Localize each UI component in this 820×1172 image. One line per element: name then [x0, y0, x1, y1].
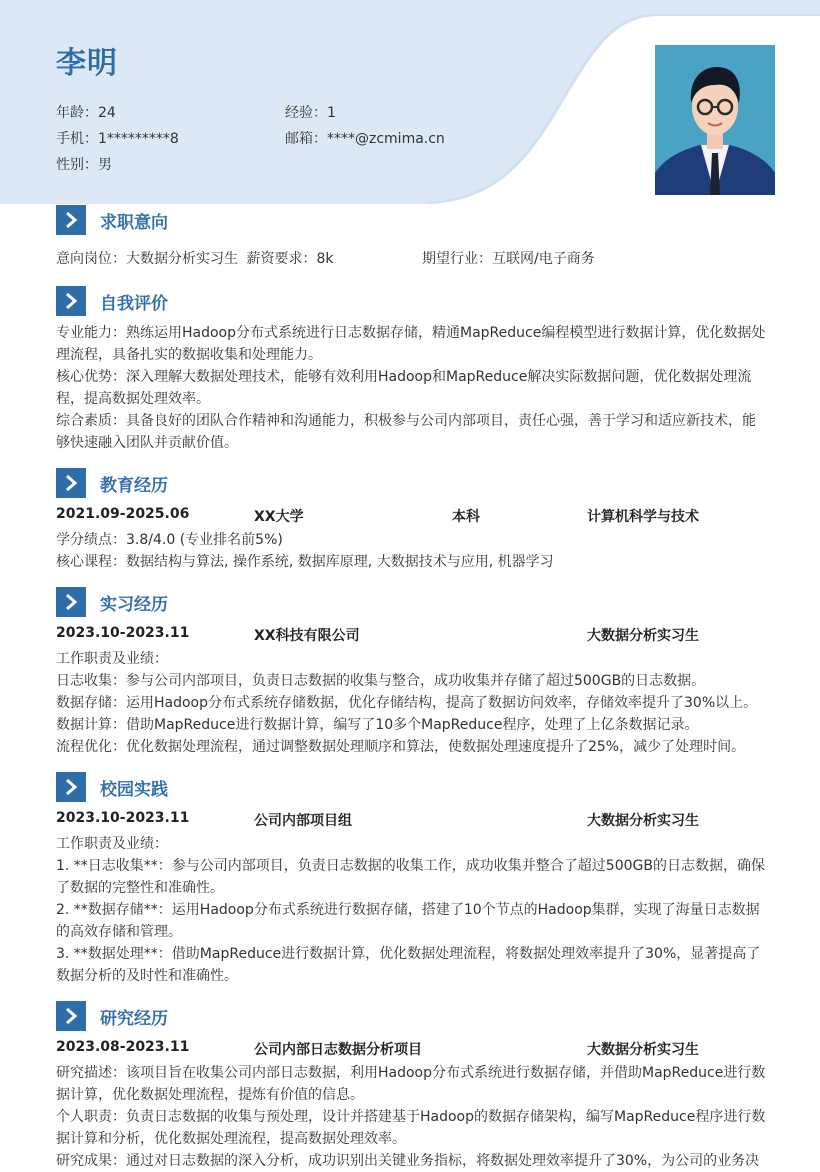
intent-industry: 期望行业：互联网/电子商务: [422, 251, 595, 267]
self-eval-paragraph: 核心优势：深入理解大数据处理技术，能够有效利用Hadoop和MapReduce解决实际数据问题，优化数据处理流程，提高数据处理效率。: [56, 369, 752, 407]
profile-photo: [655, 45, 775, 195]
chevron-right-icon: [56, 468, 86, 498]
chevron-right-icon: [56, 286, 86, 316]
section-title: 自我评价: [100, 293, 168, 314]
internship-header-row: [56, 625, 768, 647]
intern-company: XX科技有限公司: [254, 628, 360, 644]
section-title: 教育经历: [100, 475, 168, 496]
gender-field: 性别：男: [56, 157, 112, 173]
intern-detail: 日志收集：参与公司内部项目，负责日志数据的收集与整合，成功收集并存储了超过500GB的日志数据。: [56, 673, 706, 689]
edu-school: XX大学: [254, 509, 304, 525]
section-title: 实习经历: [100, 594, 168, 615]
section-title: 求职意向: [100, 212, 168, 233]
section-title: 研究经历: [100, 1008, 168, 1029]
self-eval-paragraph: 综合素质：具备良好的团队合作精神和沟通能力，积极参与公司内部项目，责任心强，善于学习和适应新技术，能够快速融入团队并贡献价值。: [56, 413, 756, 451]
email-field: 邮箱：****@zcmima.cn: [285, 131, 445, 147]
campus-detail: 2. **数据存储**：运用Hadoop分布式系统进行数据存储，搭建了10个节点的Hadoop集群，实现了海量日志数据的高效存储和管理。: [56, 902, 760, 940]
research-role: 大数据分析实习生: [587, 1042, 699, 1058]
research-detail: 研究成果：通过对日志数据的深入分析，成功识别出关键业务指标，将数据处理效率提升了30%，为公司的业务决: [56, 1153, 760, 1169]
campus-role: 大数据分析实习生: [587, 813, 699, 829]
section-campus-practice: [56, 772, 168, 802]
campus-detail: 工作职责及业绩：: [56, 836, 168, 852]
campus-header-row: [56, 810, 768, 832]
intern-detail: 流程优化：优化数据处理流程，通过调整数据处理顺序和算法，使数据处理速度提升了25%，减少了处理时间。: [56, 739, 746, 755]
experience-field: 经验：1: [285, 105, 336, 121]
campus-org: 公司内部项目组: [254, 813, 352, 829]
intern-detail: 数据计算：借助MapReduce进行数据计算，编写了10多个MapReduce程序，处理了上亿条数据记录。: [56, 717, 699, 733]
research-header-row: [56, 1039, 768, 1061]
research-detail: 个人职责：负责日志数据的收集与预处理，设计并搭建基于Hadoop的数据存储架构，编写MapReduce程序进行数据计算和分析，优化数据处理流程，提高数据处理效率。: [56, 1109, 766, 1147]
portrait-icon: [655, 45, 775, 195]
intern-role: 大数据分析实习生: [587, 628, 699, 644]
chevron-right-icon: [56, 205, 86, 235]
section-job-intent: [56, 205, 168, 235]
section-education: [56, 468, 168, 498]
research-period: 2023.08-2023.11: [56, 1039, 190, 1055]
section-self-evaluation: [56, 286, 168, 316]
research-project: 公司内部日志数据分析项目: [254, 1042, 422, 1058]
edu-major: 计算机科学与技术: [587, 509, 699, 525]
intern-detail: 数据存储：运用Hadoop分布式系统存储数据，优化存储结构，提高了数据访问效率，存储效率提升了30%以上。: [56, 695, 758, 711]
campus-detail: 3. **数据处理**：借助MapReduce进行数据计算，优化数据处理流程，将数据处理效率提升了30%，显著提高了数据分析的及时性和准确性。: [56, 946, 761, 984]
section-title: 校园实践: [100, 779, 168, 800]
candidate-name: 李明: [56, 46, 118, 81]
edu-degree: 本科: [452, 509, 480, 525]
phone-field: 手机：1*********8: [56, 131, 179, 147]
position-text: 意向岗位：大数据分析实习生: [56, 251, 238, 267]
intent-position: [56, 248, 333, 268]
campus-period: 2023.10-2023.11: [56, 810, 190, 826]
chevron-right-icon: [56, 772, 86, 802]
section-internship: [56, 587, 168, 617]
edu-detail: 核心课程：数据结构与算法, 操作系统, 数据库原理, 大数据技术与应用, 机器学习: [56, 554, 554, 570]
edu-detail: 学分绩点：3.8/4.0 (专业排名前5%): [56, 532, 283, 548]
age-field: 年龄：24: [56, 105, 116, 121]
section-research: [56, 1001, 168, 1031]
education-header-row: [56, 506, 768, 528]
salary-text: 薪资要求：8k: [246, 251, 334, 267]
intern-detail: 工作职责及业绩：: [56, 651, 168, 667]
self-eval-paragraph: 专业能力：熟练运用Hadoop分布式系统进行日志数据存储，精通MapReduce编程模型进行数据计算，优化数据处理流程，具备扎实的数据收集和处理能力。: [56, 325, 766, 363]
chevron-right-icon: [56, 587, 86, 617]
chevron-right-icon: [56, 1001, 86, 1031]
campus-detail: 1. **日志收集**：参与公司内部项目，负责日志数据的收集工作，成功收集并整合了超过500GB的日志数据，确保了数据的完整性和准确性。: [56, 858, 765, 896]
edu-period: 2021.09-2025.06: [56, 506, 190, 522]
research-detail: 研究描述：该项目旨在收集公司内部日志数据，利用Hadoop分布式系统进行数据存储，并借助MapReduce进行数据计算，优化数据处理流程，提炼有价值的信息。: [56, 1065, 766, 1103]
intern-period: 2023.10-2023.11: [56, 625, 190, 641]
